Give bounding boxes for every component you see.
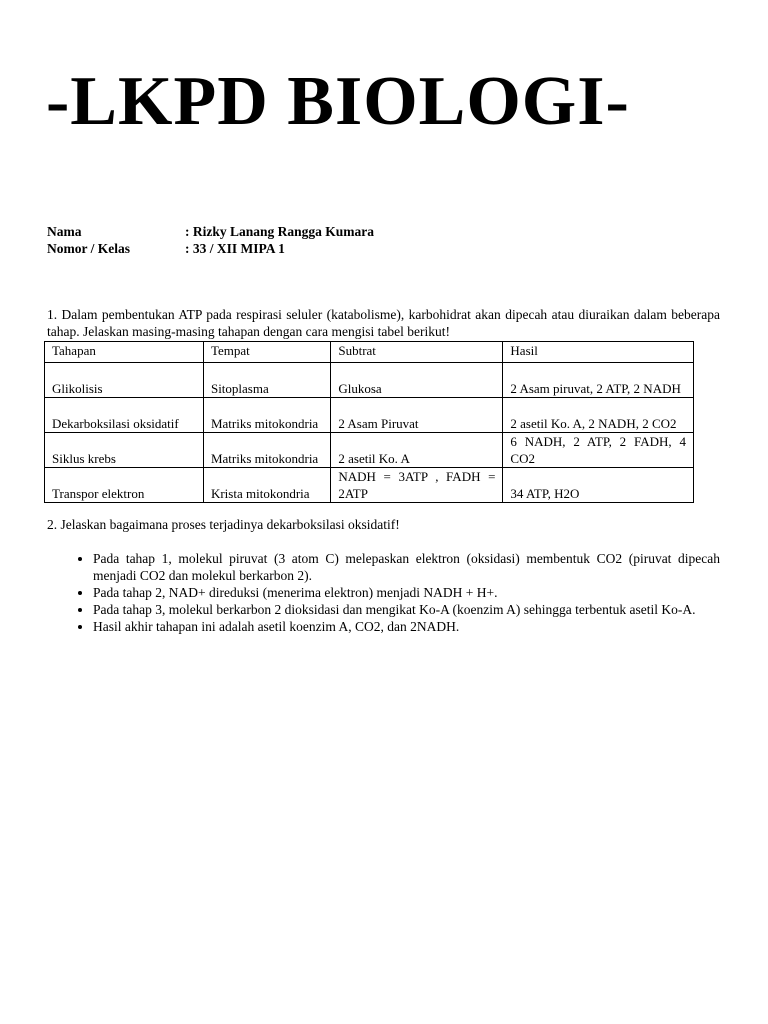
class-label: Nomor / Kelas — [47, 241, 130, 256]
list-item: • Pada tahap 2, NAD+ direduksi (menerima elektron) menjadi NADH + H+. — [93, 584, 720, 601]
table-header-row — [45, 342, 694, 363]
header-tempat: Tempat — [203, 342, 330, 363]
list-item: • Pada tahap 1, molekul piruvat (3 atom C) melepaskan elektron (oksidasi) membentuk CO2 (piruvat dipecah menjadi CO2 dan molekul berkarbon 2). — [93, 550, 720, 584]
header-subtrat: Subtrat — [331, 342, 503, 363]
answer-list — [47, 550, 720, 635]
cell-hasil: 2 Asam piruvat, 2 ATP, 2 NADH — [503, 363, 694, 398]
table-row — [45, 398, 694, 433]
header-tahapan: Tahapan — [45, 342, 204, 363]
class-row — [47, 240, 374, 257]
page-title: -LKPD BIOLOGI- — [46, 63, 630, 140]
class-value: : 33 / XII MIPA 1 — [185, 241, 285, 256]
cell-hasil: 2 asetil Ko. A, 2 NADH, 2 CO2 — [503, 398, 694, 433]
cell-subtrat: 2 asetil Ko. A — [331, 433, 503, 468]
cell-subtrat: NADH = 3ATP , FADH = 2ATP — [331, 468, 503, 503]
cell-tempat: Sitoplasma — [203, 363, 330, 398]
cell-tahapan: Glikolisis — [45, 363, 204, 398]
name-value: : Rizky Lanang Rangga Kumara — [185, 224, 375, 239]
cell-tahapan: Siklus krebs — [45, 433, 204, 468]
table-row — [45, 433, 694, 468]
cell-hasil: 34 ATP, H2O — [503, 468, 694, 503]
student-identity — [47, 223, 374, 257]
cell-subtrat: 2 Asam Piruvat — [331, 398, 503, 433]
table-row — [45, 363, 694, 398]
cell-tahapan: Dekarboksilasi oksidatif — [45, 398, 204, 433]
list-item: • Pada tahap 3, molekul berkarbon 2 dioksidasi dan mengikat Ko-A (koenzim A) sehingga terbentuk asetil Ko-A. — [93, 601, 720, 618]
table-row — [45, 468, 694, 503]
question-2: 2. Jelaskan bagaimana proses terjadinya dekarboksilasi oksidatif! — [47, 517, 400, 532]
question-1: 1. Dalam pembentukan ATP pada respirasi seluler (katabolisme), karbohidrat akan dipecah atau diuraikan dalam beberapa tahap. Jelaskan masing-masing tahapan dengan cara mengisi tabel berikut! — [47, 307, 720, 339]
respiration-stages-table — [44, 341, 694, 503]
header-hasil: Hasil — [503, 342, 694, 363]
name-row — [47, 223, 374, 240]
cell-tempat: Krista mitokondria — [203, 468, 330, 503]
cell-subtrat: Glukosa — [331, 363, 503, 398]
cell-tempat: Matriks mitokondria — [203, 398, 330, 433]
list-item: • Hasil akhir tahapan ini adalah asetil koenzim A, CO2, dan 2NADH. — [93, 618, 720, 635]
cell-hasil: 6 NADH, 2 ATP, 2 FADH, 4 CO2 — [503, 433, 694, 468]
cell-tahapan: Transpor elektron — [45, 468, 204, 503]
cell-tempat: Matriks mitokondria — [203, 433, 330, 468]
name-label: Nama — [47, 224, 82, 239]
